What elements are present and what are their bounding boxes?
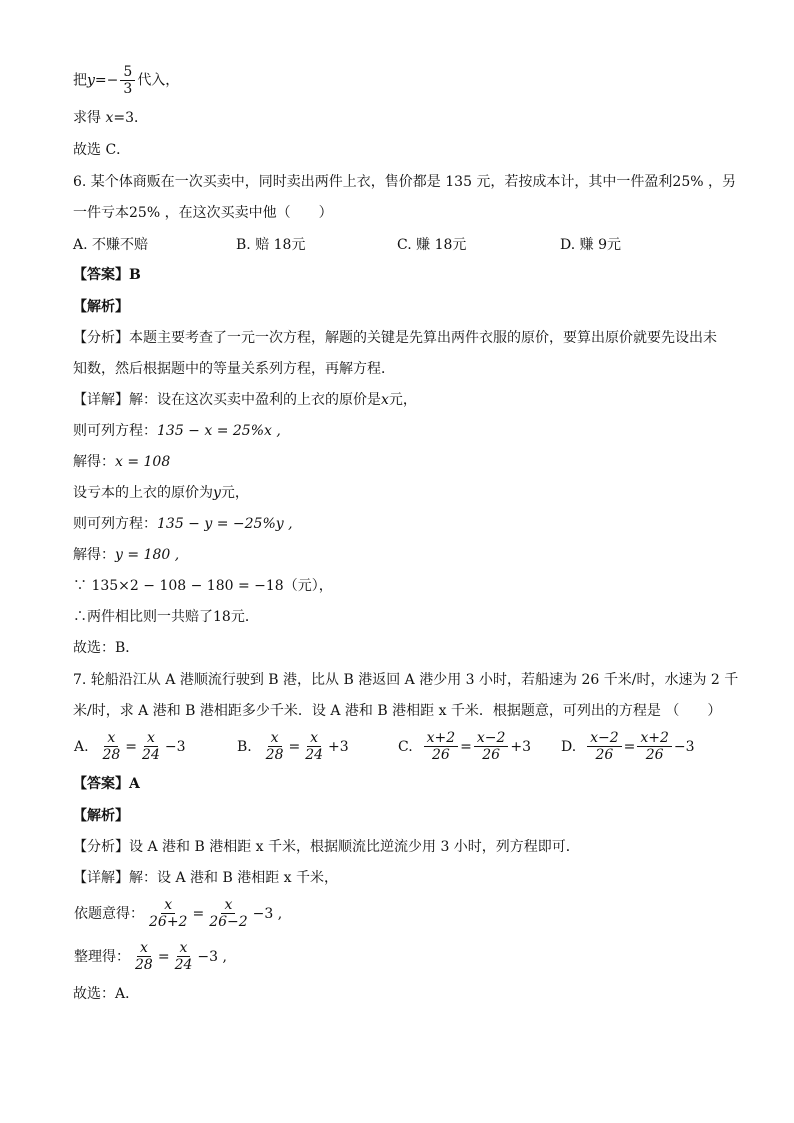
q6-analysis-line1: 【分析】本题主要考查了一元一次方程，解题的关键是先算出两件衣服的原价，要算出原价就要先设出未 bbox=[73, 330, 717, 346]
fraction bbox=[474, 730, 509, 763]
q7-option-a bbox=[73, 730, 187, 763]
equation bbox=[73, 940, 228, 973]
text: 元， bbox=[220, 485, 249, 501]
q7-detail-line: 【详解】解：设 A 港和 B 港相距 x 千米， bbox=[73, 870, 338, 886]
text: 赚 9元 bbox=[579, 237, 621, 253]
q7-stem-line2: 米/时，求 A 港和 B 港相距多少千米．设 A 港和 B 港相距 x 千米．根据题意，可列出的方程是 （ ） bbox=[73, 703, 722, 719]
tail: −3 bbox=[164, 738, 186, 755]
substitution-line bbox=[73, 64, 179, 97]
numerator: x bbox=[144, 730, 158, 747]
fraction bbox=[637, 730, 672, 763]
q6-analysis-title: 【解析】 bbox=[73, 299, 129, 315]
q6-answer: 【答案】B bbox=[73, 267, 141, 283]
equation: x = 108 bbox=[115, 454, 171, 470]
denominator: 26 bbox=[431, 747, 450, 763]
denominator: 26−2 bbox=[209, 914, 248, 930]
var: y bbox=[87, 72, 95, 89]
label: C. bbox=[397, 237, 412, 253]
option-equation bbox=[73, 730, 187, 763]
numerator: x bbox=[307, 730, 321, 747]
numerator: x bbox=[104, 730, 118, 747]
fraction bbox=[424, 730, 459, 763]
var: y bbox=[213, 485, 221, 501]
numerator: x+2 bbox=[424, 730, 459, 747]
q7-equation bbox=[73, 897, 283, 930]
numerator: x bbox=[161, 897, 175, 914]
fraction bbox=[302, 730, 326, 763]
q7-analysis-line: 【分析】设 A 港和 B 港相距 x 千米，根据顺流比逆流少用 3 小时，列方程即可． bbox=[73, 839, 580, 855]
text: 则可列方程： bbox=[73, 423, 157, 439]
text: 赔 18元 bbox=[255, 237, 306, 253]
text: 不赚不赔 bbox=[92, 237, 149, 253]
label: D. bbox=[561, 738, 577, 755]
var: x bbox=[105, 110, 114, 126]
operator: = bbox=[192, 905, 205, 922]
equation: y = 180 , bbox=[115, 547, 180, 563]
option-equation bbox=[397, 730, 532, 763]
q6-because: ∵ 135×2 − 108 − 180 = −18（元）， bbox=[73, 578, 333, 594]
q6-equation2 bbox=[73, 514, 293, 534]
denominator: 28 bbox=[135, 957, 153, 973]
label: A. bbox=[74, 738, 89, 755]
q6-equation1 bbox=[73, 421, 281, 441]
label: B. bbox=[237, 738, 252, 755]
q7-analysis-title: 【解析】 bbox=[73, 808, 129, 824]
denominator: 3 bbox=[123, 81, 133, 97]
operator: = bbox=[288, 738, 301, 755]
q6-choice: 故选：B． bbox=[73, 640, 140, 656]
fraction bbox=[132, 940, 156, 973]
denominator: 28 bbox=[265, 747, 284, 763]
tail: +3 bbox=[510, 738, 532, 755]
text: 代入， bbox=[137, 72, 180, 89]
numerator: x bbox=[177, 940, 191, 957]
solve-line bbox=[73, 108, 148, 128]
fraction bbox=[172, 940, 196, 973]
tail: +3 bbox=[328, 738, 349, 755]
equation: 135 − x = 25%x , bbox=[157, 423, 281, 439]
tail: −3 , bbox=[252, 905, 283, 922]
equation: 135 − y = −25%y , bbox=[157, 516, 293, 532]
denominator: 26 bbox=[595, 747, 614, 763]
text: =− bbox=[94, 72, 119, 89]
fraction bbox=[99, 730, 123, 763]
operator: = bbox=[623, 738, 636, 755]
label: B. bbox=[236, 237, 251, 253]
operator: = bbox=[460, 738, 472, 755]
text: 则可列方程： bbox=[73, 516, 157, 532]
denominator: 24 bbox=[174, 957, 193, 973]
text: 解得： bbox=[73, 454, 115, 470]
q6-stem-line1: 6. 某个体商贩在一次买卖中，同时卖出两件上衣，售价都是 135 元，若按成本计，其中一件盈利25% ，另 bbox=[73, 174, 736, 190]
q6-option-c bbox=[397, 234, 466, 254]
denominator: 26 bbox=[645, 747, 664, 763]
q6-detail-line1 bbox=[73, 390, 417, 410]
tail: −3 , bbox=[197, 948, 227, 965]
text: 赚 18元 bbox=[416, 237, 467, 253]
denominator: 26+2 bbox=[149, 914, 188, 930]
q6-let2 bbox=[73, 483, 249, 503]
var: x bbox=[381, 392, 389, 408]
fraction bbox=[146, 897, 190, 930]
option-equation bbox=[560, 730, 696, 763]
text: =3． bbox=[113, 110, 148, 126]
equation bbox=[73, 897, 283, 930]
text: 依题意得： bbox=[74, 905, 144, 922]
denominator: 26 bbox=[482, 747, 501, 763]
text: 元， bbox=[388, 392, 417, 408]
numerator: x bbox=[221, 897, 235, 914]
fraction bbox=[263, 730, 287, 763]
q6-analysis-line2: 知数，然后根据题中的等量关系列方程，再解方程． bbox=[73, 361, 395, 377]
fraction bbox=[587, 730, 622, 763]
text: 求得 bbox=[73, 110, 106, 126]
q7-option-c bbox=[397, 730, 532, 763]
q6-solution1 bbox=[73, 452, 170, 472]
q6-solution2 bbox=[73, 545, 179, 565]
text: 解得： bbox=[73, 547, 115, 563]
text: 【详解】解：设在这次买卖中盈利的上衣的原价是 bbox=[73, 392, 381, 408]
option-equation bbox=[236, 730, 350, 763]
label: C. bbox=[398, 738, 413, 755]
text: 整理得： bbox=[74, 948, 130, 965]
fraction bbox=[206, 897, 250, 930]
denominator: 24 bbox=[142, 747, 160, 763]
tail: −3 bbox=[673, 738, 695, 755]
text: 设亏本的上衣的原价为 bbox=[73, 485, 213, 501]
denominator: 24 bbox=[305, 747, 324, 763]
q7-option-d bbox=[560, 730, 696, 763]
numerator: x−2 bbox=[474, 730, 509, 747]
numerator: 5 bbox=[120, 64, 135, 81]
numerator: x bbox=[268, 730, 282, 747]
intro-choice: 故选 C． bbox=[73, 142, 131, 158]
denominator: 28 bbox=[102, 747, 121, 763]
q7-option-b bbox=[236, 730, 350, 763]
q7-simplified bbox=[73, 940, 228, 973]
label: D. bbox=[560, 237, 576, 253]
text: 把 bbox=[73, 72, 87, 89]
fraction bbox=[139, 730, 163, 763]
operator: = bbox=[125, 738, 138, 755]
q7-choice: 故选：A． bbox=[73, 986, 140, 1002]
q7-stem-line1: 7. 轮船沿江从 A 港顺流行驶到 B 港，比从 B 港返回 A 港少用 3 小时，若船速为 26 千米/时，水速为 2 千 bbox=[73, 672, 739, 688]
q6-option-b bbox=[236, 234, 305, 254]
fraction bbox=[120, 64, 135, 97]
numerator: x bbox=[137, 940, 151, 957]
q6-option-d bbox=[560, 234, 621, 254]
numerator: x−2 bbox=[587, 730, 622, 747]
q6-option-a bbox=[73, 234, 148, 254]
label: A. bbox=[73, 237, 88, 253]
q6-therefore: ∴两件相比则一共赔了18元． bbox=[73, 609, 259, 625]
q6-stem-line2: 一件亏本25% ，在这次买卖中他（ ） bbox=[73, 205, 333, 221]
q7-answer: 【答案】A bbox=[73, 776, 140, 792]
numerator: x+2 bbox=[637, 730, 672, 747]
operator: = bbox=[157, 948, 170, 965]
